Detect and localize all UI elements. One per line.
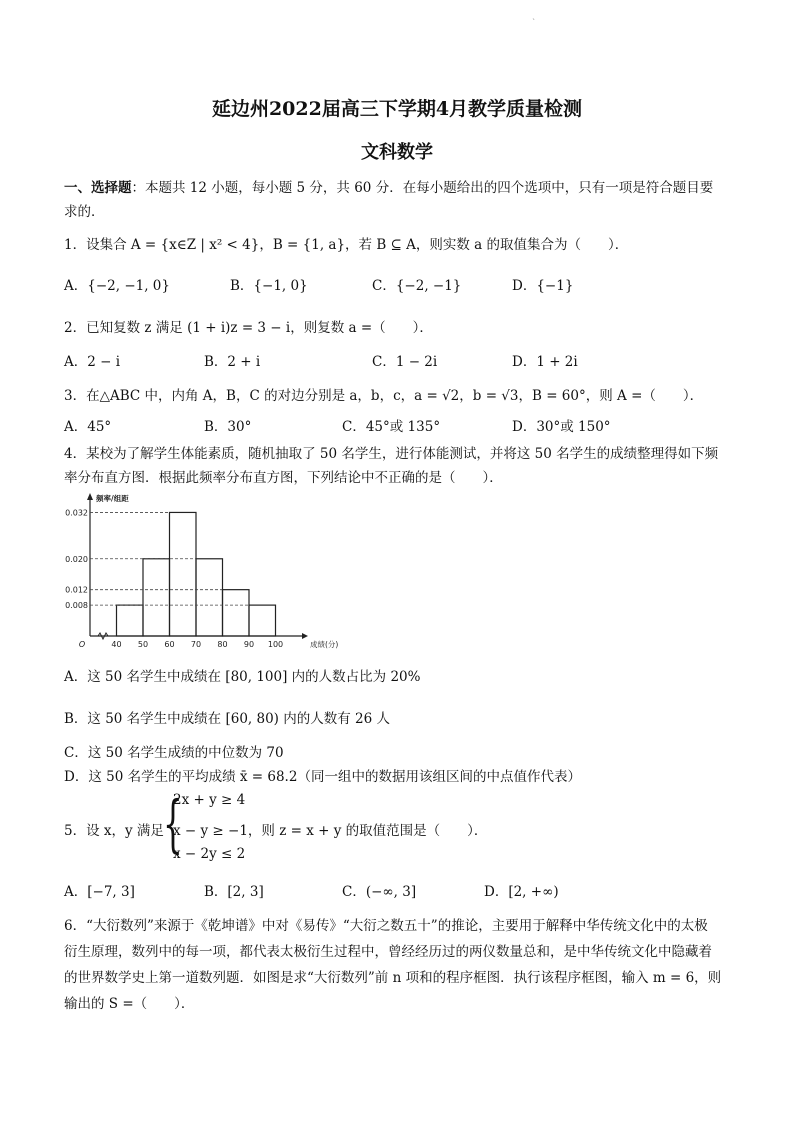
q4-option-b: B．这 50 名学生中成绩在 [60, 80) 内的人数有 26 人: [64, 711, 390, 727]
q2-option-a: A．2 − i: [64, 354, 121, 370]
exam-title: 延边州2022届高三下学期4月教学质量检测: [211, 98, 583, 120]
histogram-bar-80: [223, 590, 250, 636]
y-tick-label: 0.020: [65, 554, 88, 564]
section-text-1: ：本题共 12 小题，每小题 5 分，共 60 分．在每小题给出的四个选项中，只有一项是符合题目要: [131, 180, 714, 196]
histogram-bar-50: [143, 559, 170, 636]
q5-option-b: B．[2, 3]: [204, 884, 264, 900]
q3-option-b: B．30°: [204, 419, 252, 435]
q2-option-b: B．2 + i: [204, 354, 261, 370]
x-axis-title: 成绩(分): [310, 640, 339, 649]
q6-line1: 6．“大衍数列”来源于《乾坤谱》中对《易传》“大衍之数五十”的推论，主要用于解释中华传统文化中的太极: [64, 918, 708, 934]
brace-symbol: {: [163, 787, 183, 860]
q5-constraint-2: x − y ≥ −1，则 z = x + y 的取值范围是（ ）．: [173, 823, 488, 839]
x-tick-label: 80: [217, 640, 228, 649]
histogram-bar-90: [249, 605, 276, 636]
x-axis-arrow: [302, 633, 308, 639]
histogram-bar-70: [196, 559, 223, 636]
x-tick-label: 50: [137, 640, 149, 649]
q5-option-a: A．[−7, 3]: [64, 884, 135, 900]
exam-subject: 文科数学: [361, 142, 433, 163]
origin-label: O: [78, 640, 86, 649]
q4-stem-line1: 4．某校为了解学生体能素质，随机抽取了 50 名学生，进行体能测试，并将这 50 名学生的成绩整理得如下频: [64, 446, 719, 462]
q4-option-c: C．这 50 名学生成绩的中位数为 70: [64, 745, 284, 761]
q5-constraint-3: x − 2y ≤ 2: [173, 846, 246, 862]
scan-mark: `: [532, 18, 536, 27]
frequency-histogram: [65, 491, 339, 651]
q6-line2: 衍生原理，数列中的每一项，都代表太极衍生过程中，曾经经历过的两仪数量总和，是中华传统文化中隐藏着: [64, 944, 712, 960]
q2-stem: 2．已知复数 z 满足 (1 + i)z = 3 − i，则复数 a =（ ）．: [64, 320, 433, 336]
q4-option-d: D．这 50 名学生的平均成绩 x̄ = 68.2（同一组中的数据用该组区间的中点值作代表）: [64, 769, 581, 785]
q3-option-c: C．45°或 135°: [342, 419, 441, 435]
x-tick-label: 40: [111, 640, 122, 649]
q5-option-c: C．(−∞, 3]: [342, 884, 417, 900]
y-axis-arrow: [87, 493, 93, 500]
q6-line3: 的世界数学史上第一道数列题．如图是求“大衍数列”前 n 项和的程序框图．执行该程序框图，输入 m = 6，则: [64, 970, 722, 986]
q1-option-a: A．{−2, −1, 0}: [64, 278, 170, 294]
x-tick-label: 60: [164, 640, 175, 649]
q4-stem-line2: 率分布直方图．根据此频率分布直方图，下列结论中不正确的是（ ）．: [64, 470, 503, 486]
q3-stem: 3．在△ABC 中，内角 A，B，C 的对边分别是 a，b，c，a = √2，b = √3，B = 60°，则 A =（ ）．: [64, 388, 704, 404]
y-axis-title: 频率/组距: [96, 494, 129, 503]
q2-option-d: D．1 + 2i: [512, 354, 578, 370]
q5-constraint-1: 2x + y ≥ 4: [173, 792, 246, 808]
q1-stem: 1．设集合 A = {x∈Z | x² < 4}，B = {1, a}，若 B ⊆ A，则实数 a 的取值集合为（ ）．: [64, 237, 629, 253]
q5-prefix: 5．设 x，y 满足: [64, 823, 164, 839]
q3-option-a: A．45°: [64, 419, 112, 435]
q1-option-d: D．{−1}: [512, 278, 574, 294]
q5-option-d: D．[2, +∞): [484, 884, 559, 900]
y-tick-label: 0.012: [65, 585, 88, 595]
q1-option-c: C．{−2, −1}: [372, 278, 462, 294]
q1-option-b: B．{−1, 0}: [230, 278, 308, 294]
histogram-bar-40: [117, 605, 144, 636]
q6-line4: 输出的 S =（ ）．: [64, 996, 195, 1012]
x-tick-label: 70: [190, 640, 202, 649]
q5-inequality-system: [163, 787, 488, 866]
histogram-bar-60: [170, 512, 197, 636]
y-tick-label: 0.032: [65, 508, 88, 518]
x-tick-label: 100: [267, 640, 284, 649]
section-label: 一、选择题: [64, 180, 132, 196]
y-tick-label: 0.008: [65, 601, 88, 611]
x-tick-label: 90: [243, 640, 255, 649]
section-intro-line1: [64, 176, 713, 196]
q2-option-c: C．1 − 2i: [372, 354, 438, 370]
q3-option-d: D．30°或 150°: [512, 419, 611, 435]
section-intro-line2: 求的．: [64, 204, 105, 220]
q4-option-a: A．这 50 名学生中成绩在 [80, 100] 内的人数占比为 20%: [64, 669, 421, 685]
